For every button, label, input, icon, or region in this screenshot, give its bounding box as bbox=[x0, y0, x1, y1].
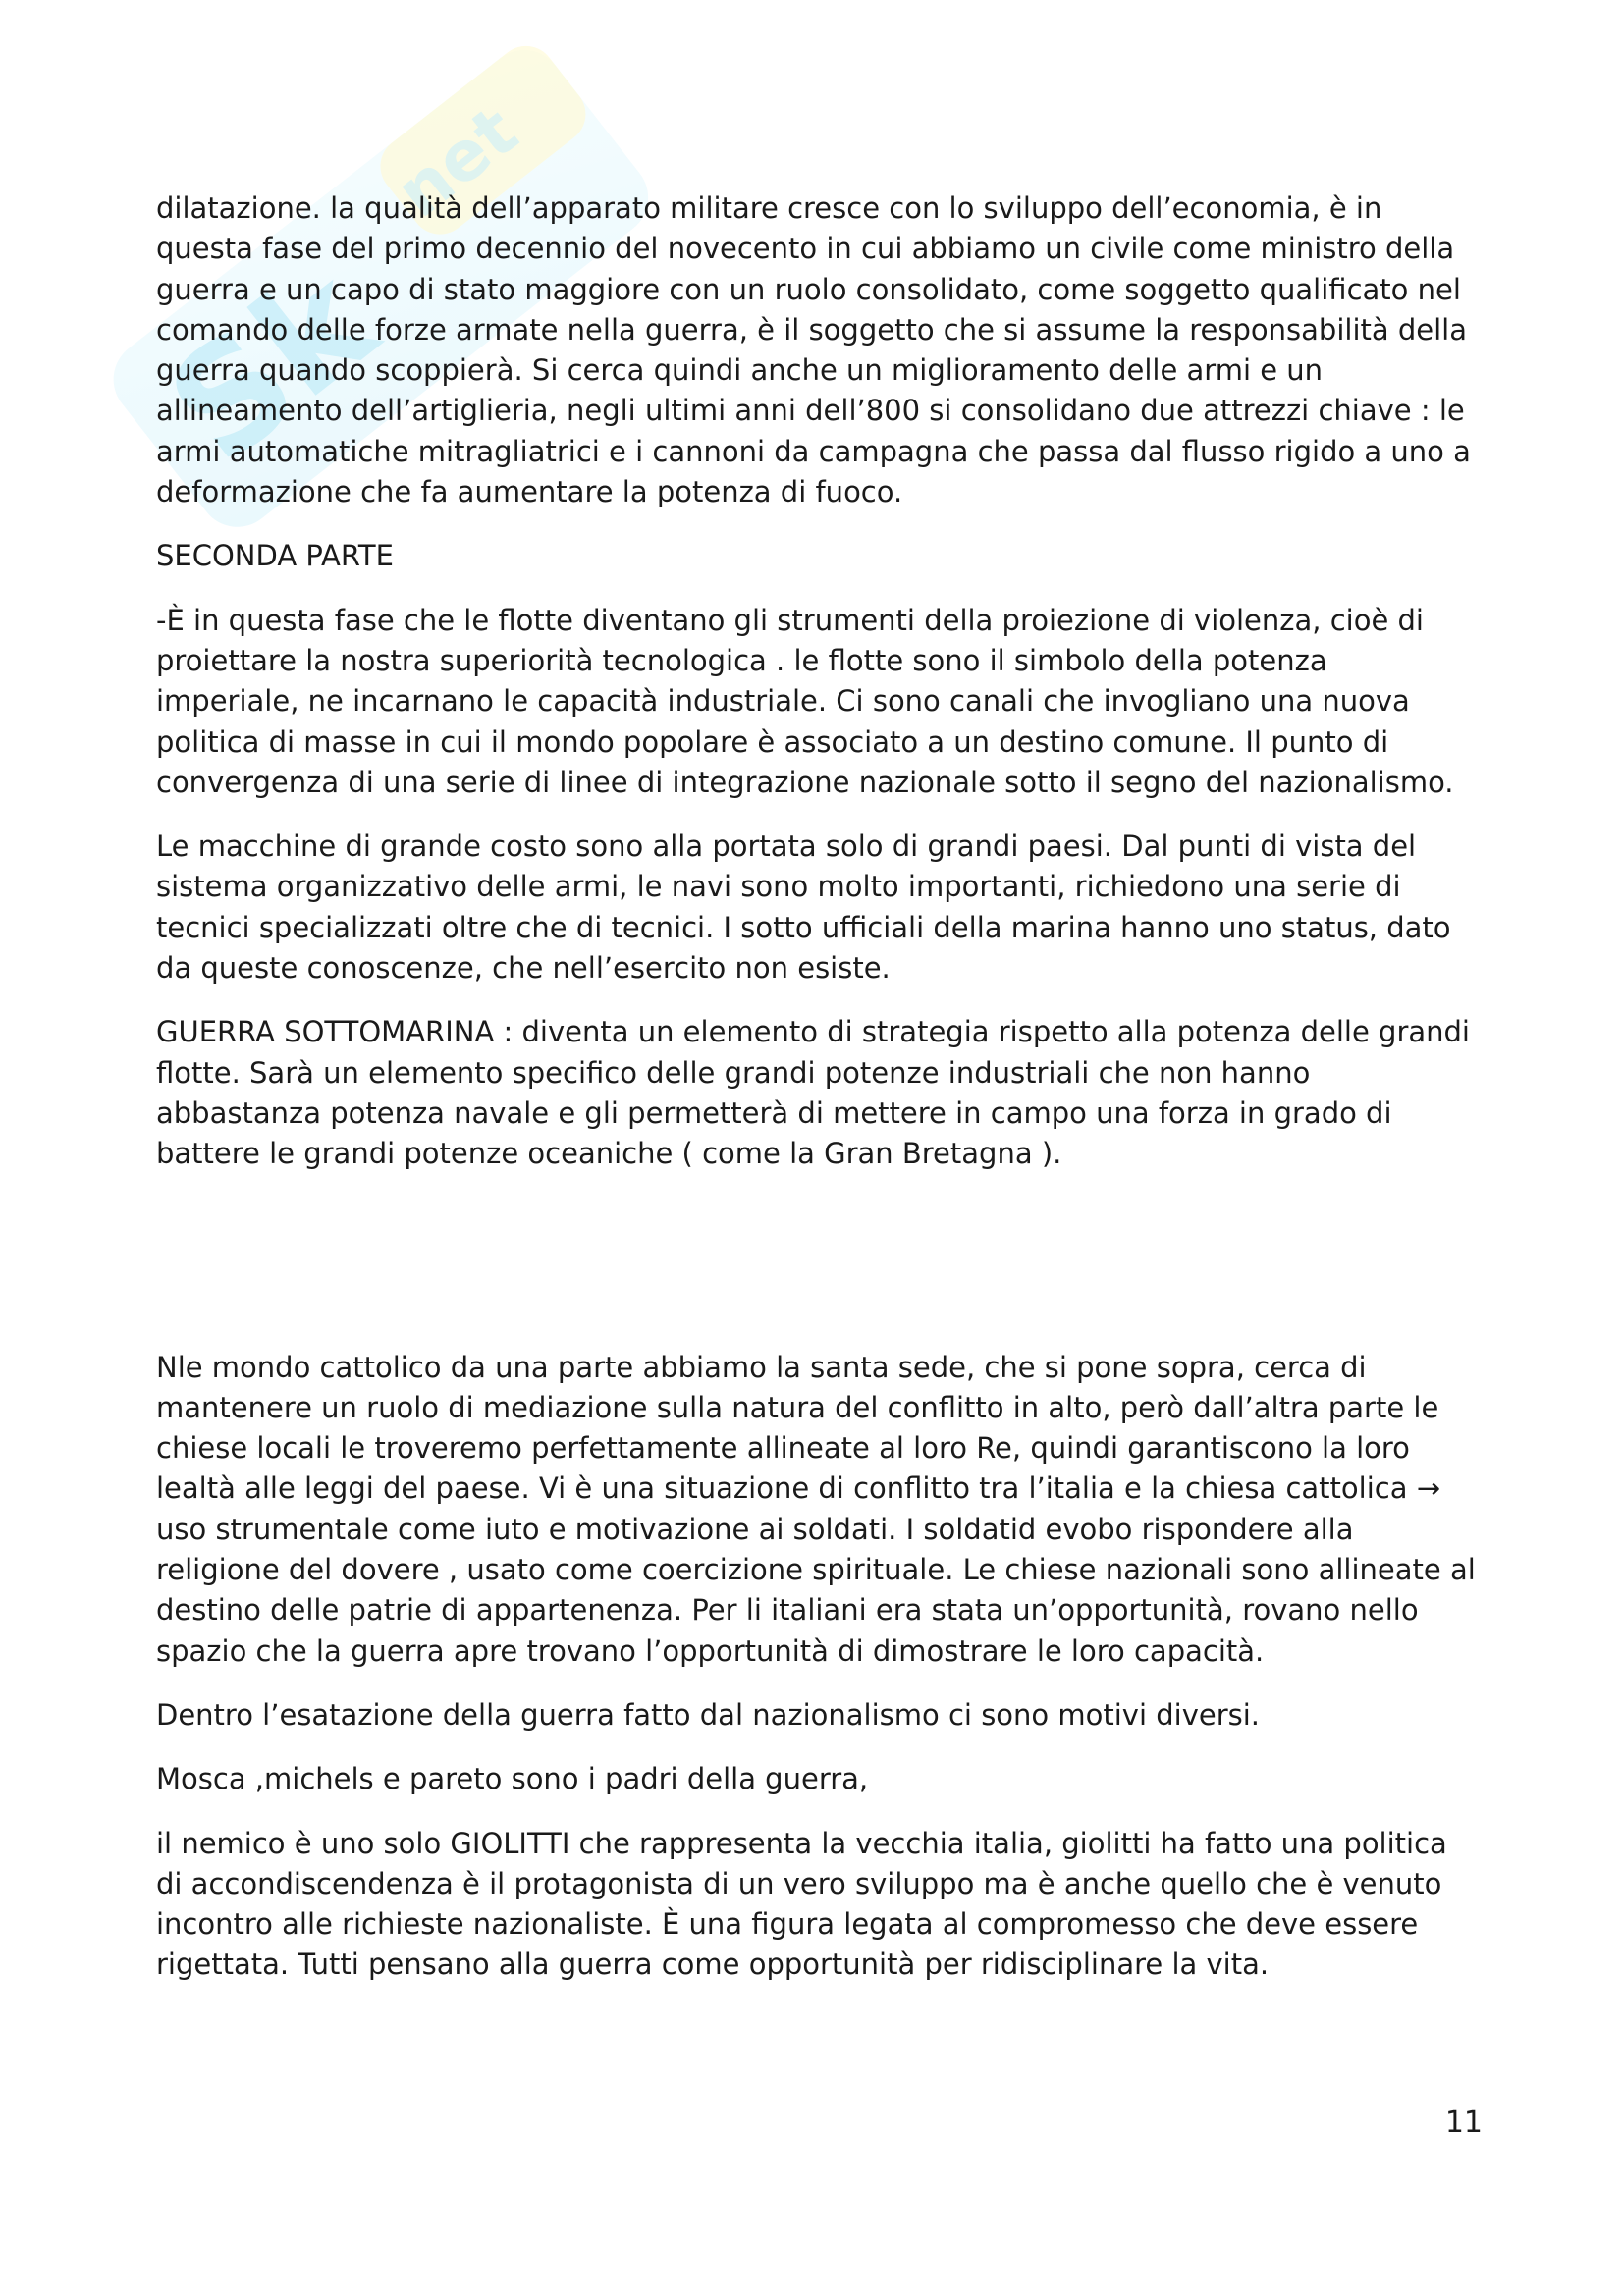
page-number: 11 bbox=[1444, 2106, 1483, 2140]
svg-text:net: net bbox=[381, 90, 533, 234]
paragraph-artillery: dilatazione. la qualità dell’apparato militare cresce con lo sviluppo dell’economia, è in questa fase del primo decennio del novecento in cui abbiamo un civile come ministro della guerra e un capo di stato maggiore con un ruolo consolidato, come soggetto qualificato nel comando delle forze armate nella guerra, è il soggetto che si assume la responsabilità della guerra quando scoppierà. Si cerca quindi anche un miglioramento delle armi e un allineamento dell’artiglieria, negli ultimi anni dell’800 si consolidano due attrezzi chiave : le armi automatiche mitragliatrici e i cannoni da campagna che passa dal flusso rigido a uno a deformazione che fa aumentare la potenza di fuoco. bbox=[156, 191, 1471, 509]
paragraph-expensive-machines: Le macchine di grande costo sono alla portata solo di grandi paesi. Dal punti di vista del sistema organizzativo delle armi, le navi sono molto importanti, richiedono una serie di tecnici specializzati oltre che di tecnici. I sotto ufficiali della marina hanno uno status, dato da queste conoscenze, che nell’esercito non esiste. bbox=[156, 829, 1451, 986]
blank-space bbox=[156, 1199, 1477, 1348]
paragraph-fleets: -È in questa fase che le flotte diventano gli strumenti della proiezione di violenza, cioè di proiettare la nostra superiorità tecnologica . le flotte sono il simbolo della potenza imperiale, ne incarnano le capacità industriale. Ci sono canali che invogliano una nuova politica di masse in cui il mondo popolare è associato a un destino comune. Il punto di convergenza di una serie di linee di integrazione nazionale sotto il segno del nazionalismo. bbox=[156, 603, 1454, 799]
paragraph-catholic-world: Nle mondo cattolico da una parte abbiamo la santa sede, che si pone sopra, cerca di mantenere un ruolo di mediazione sulla natura del conflitto in alto, però dall’altra parte le chiese locali le troveremo perfettamente allineate al loro Re, quindi garantiscono la loro lealtà alle leggi del paese. Vi è una situazione di conflitto tra l’italia e la chiesa cattolica → uso strumentale come iuto e motivazione ai soldati. I soldatid evobo rispondere alla religione del dovere , usato come coercizione spirituale. Le chiese nazionali sono allineate al destino delle patrie di appartenenza. Per li italiani era stata un’opportunità, rovano nello spazio che la guerra apre trovano l’opportunità di dimostrare le loro capacità. bbox=[156, 1350, 1476, 1668]
paragraph-fathers-of-war: Mosca ,michels e pareto sono i padri della guerra, bbox=[156, 1762, 869, 1796]
svg-text:Sk: Sk bbox=[138, 236, 406, 497]
paragraph-nationalism-motives: Dentro l’esatazione della guerra fatto dal nazionalismo ci sono motivi diversi. bbox=[156, 1697, 1261, 1732]
paragraph-submarine-war: GUERRA SOTTOMARINA : diventa un elemento di strategia rispetto alla potenza delle grandi flotte. Sarà un elemento specifico delle grandi potenze industriali che non hanno abbastanza potenza navale e gli permetterà di mettere in campo una forza in grado di battere le grandi potenze oceaniche ( come la Gran Bretagna ). bbox=[156, 1015, 1470, 1171]
document-body bbox=[156, 188, 1477, 2009]
section-heading-seconda-parte: SECONDA PARTE bbox=[156, 539, 394, 573]
paragraph-giolitti: il nemico è uno solo GIOLITTI che rappresenta la vecchia italia, giolitti ha fatto una politica di accondiscendenza è il protagonista di un vero sviluppo ma è anche quello che è venuto incontro alle richieste nazionaliste. È una figura legata al compromesso che deve essere rigettata. Tutti pensano alla guerra come opportunità per ridisciplinare la vita. bbox=[156, 1826, 1447, 1982]
